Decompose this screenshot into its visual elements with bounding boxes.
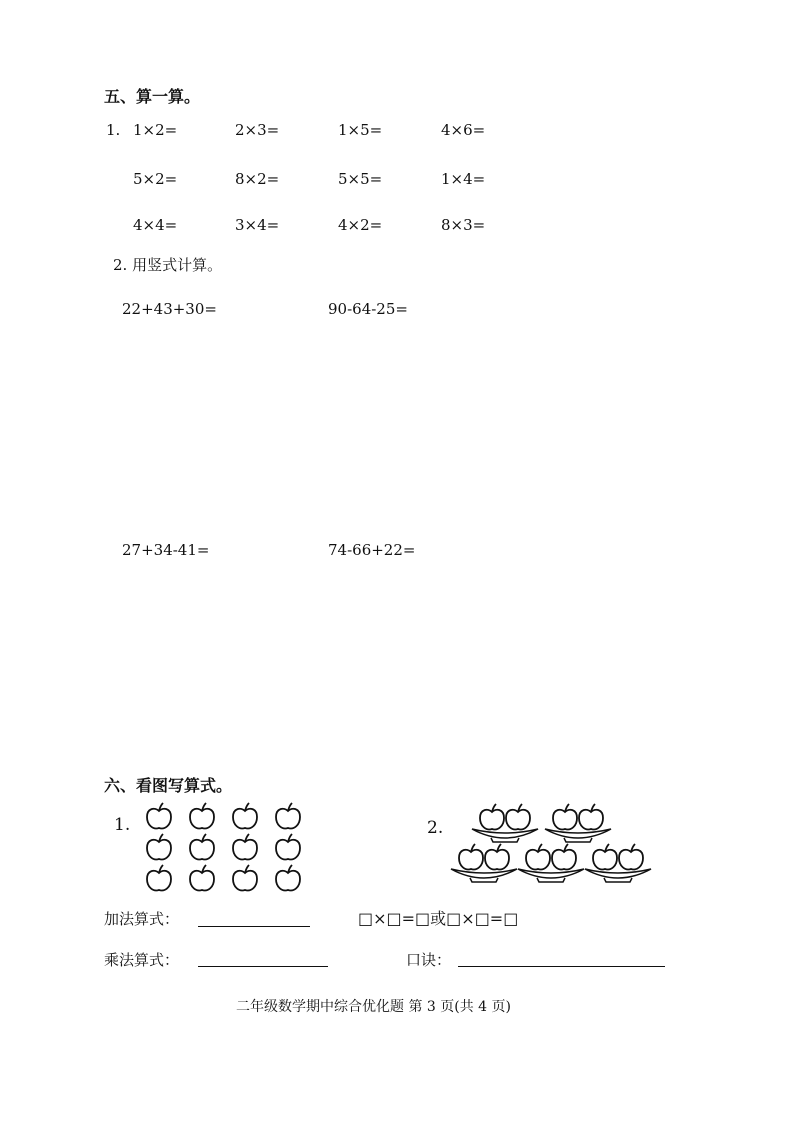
rhyme-answer-line[interactable] — [458, 966, 665, 967]
apple-icon — [619, 844, 643, 869]
calc-item: 1×4= — [441, 170, 486, 188]
calc-item: 3×4= — [235, 216, 280, 234]
calc-item: 5×2= — [133, 170, 178, 188]
vertical-problem-3: 27+34-41= — [122, 541, 210, 559]
apple-icon — [276, 865, 300, 890]
apple-icon — [553, 804, 577, 829]
vertical-problem-2: 90-64-25= — [328, 300, 408, 318]
calc-item: 8×2= — [235, 170, 280, 188]
apple-icon — [190, 834, 214, 859]
calc-item: 5×5= — [338, 170, 383, 188]
calc-item: 4×2= — [338, 216, 383, 234]
calc-item: 4×4= — [133, 216, 178, 234]
apple-icon — [233, 865, 257, 890]
multiplication-template: □×□=□或□×□=□ — [358, 909, 519, 928]
apple-icon — [526, 844, 550, 869]
apple-icon — [506, 804, 530, 829]
apple-icon — [147, 865, 171, 890]
addition-label: 加法算式： — [104, 910, 180, 928]
apple-icon — [147, 834, 171, 859]
calc-item: 4×6= — [441, 121, 486, 139]
plate-icon — [545, 829, 611, 842]
addition-answer-line[interactable] — [198, 926, 310, 927]
rhyme-label: 口诀： — [406, 951, 452, 969]
multiplication-label: 乘法算式： — [104, 951, 180, 969]
apple-icon — [276, 834, 300, 859]
apple-icon — [233, 834, 257, 859]
picture2-label: 2. — [427, 818, 444, 838]
apple-icon — [190, 865, 214, 890]
plate-icon — [472, 829, 538, 842]
plate-icon — [585, 869, 651, 882]
plate-icon — [451, 869, 517, 882]
multiplication-answer-line[interactable] — [198, 966, 328, 967]
apple-icon — [552, 844, 576, 869]
apple-icon — [485, 844, 509, 869]
plate-icon — [518, 869, 584, 882]
apple-icon — [233, 803, 257, 828]
vertical-problem-4: 74-66+22= — [328, 541, 416, 559]
apple-icon — [459, 844, 483, 869]
calc-item: 2×3= — [235, 121, 280, 139]
page-footer: 二年级数学期中综合优化题 第 3 页(共 4 页) — [236, 999, 511, 1015]
part1-label: 1. — [106, 121, 121, 139]
vertical-problem-1: 22+43+30= — [122, 300, 217, 318]
apple-icon — [593, 844, 617, 869]
apple-icon — [579, 804, 603, 829]
apple-icon — [480, 804, 504, 829]
picture1-label: 1. — [114, 815, 131, 835]
apple-icon — [276, 803, 300, 828]
apple-icon — [190, 803, 214, 828]
section6-title: 六、看图写算式。 — [104, 776, 233, 795]
apple-icon — [147, 803, 171, 828]
section5-title: 五、算一算。 — [104, 87, 201, 106]
part2-label: 2. 用竖式计算。 — [113, 256, 223, 274]
calc-item: 1×5= — [338, 121, 383, 139]
calc-item: 1×2= — [133, 121, 178, 139]
calc-item: 8×3= — [441, 216, 486, 234]
